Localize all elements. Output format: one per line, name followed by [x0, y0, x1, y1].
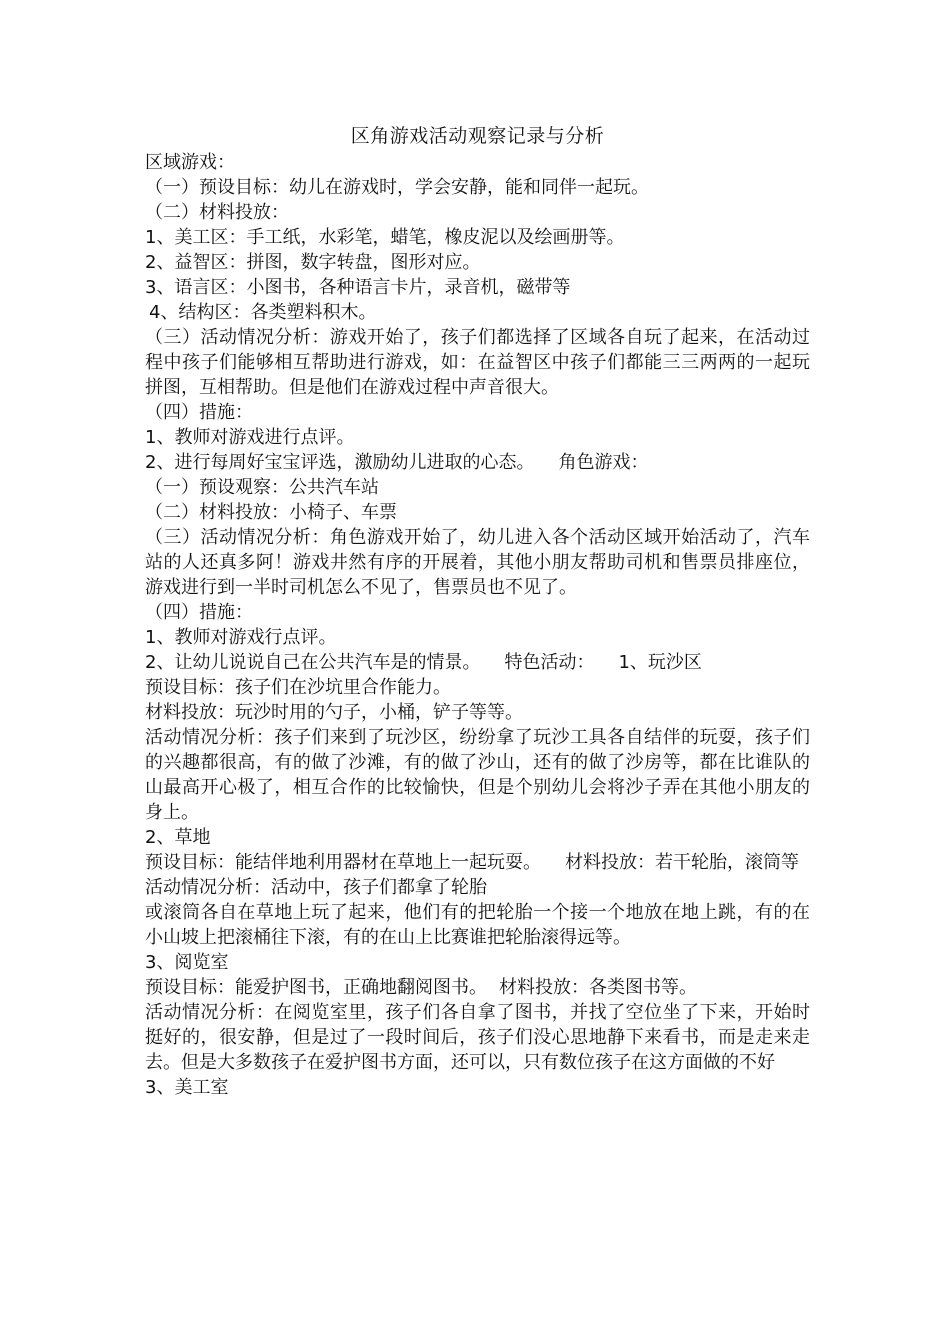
text-line: 3、阅览室 [145, 952, 229, 973]
paragraph: 或滚筒各自在草地上玩了起来，他们有的把轮胎一个接一个地放在地上跳，有的在小山坡上把滚桶往下滚，有的在山上比赛谁把轮胎滚得远等。 [145, 902, 810, 948]
text-line: （四）措施： [145, 402, 253, 423]
document-body [145, 123, 810, 1100]
text-span: 2、让幼儿说说自己在公共汽车是的情景。 [145, 652, 481, 673]
text-span: 材料投放：若干轮胎，滚筒等 [565, 852, 799, 873]
text-line: 活动情况分析：活动中，孩子们都拿了轮胎 [145, 877, 487, 898]
paragraph: （三）活动情况分析：游戏开始了，孩子们都选择了区域各自玩了起来，在活动过程中孩子们能够相互帮助进行游戏，如：在益智区中孩子们都能三三两两的一起玩拼图，互相帮助。但是他们在游戏过程中声音很大。 [145, 327, 810, 398]
text-line: 1、美工区：手工纸，水彩笔，蜡笔，橡皮泥以及绘画册等。 [145, 227, 625, 248]
section-heading: 角色游戏： [558, 452, 649, 473]
text-line [145, 450, 810, 475]
text-line: 3、美工室 [145, 1077, 229, 1098]
text-line: 预设目标：孩子们在沙坑里合作能力。 [145, 677, 451, 698]
paragraph: 活动情况分析：在阅览室里，孩子们各自拿了图书，并找了空位坐了下来，开始时挺好的，很安静，但是过了一段时间后，孩子们没心思地静下来看书，而是走来走去。但是大多数孩子在爱护图书方面，还可以，只有数位孩子在这方面做的不好 [145, 1002, 810, 1073]
text-line: 1、教师对游戏进行点评。 [145, 427, 355, 448]
paragraph: （三）活动情况分析：角色游戏开始了，幼儿进入各个活动区域开始活动了，汽车站的人还真多阿！游戏井然有序的开展着，其他小朋友帮助司机和售票员排座位，游戏进行到一半时司机怎么不见了，售票员也不见了。 [145, 527, 810, 598]
text-span: 预设目标：能爱护图书，正确地翻阅图书。 [145, 977, 487, 998]
text-line: 材料投放：玩沙时用的勺子，小桶，铲子等等。 [145, 702, 523, 723]
text-span: 预设目标：能结伴地利用器材在草地上一起玩耍。 [145, 852, 541, 873]
text-line: 4、结构区：各类塑料积木。 [149, 302, 377, 323]
section-heading: 区域游戏： [145, 152, 235, 173]
text-span: 1、玩沙区 [618, 652, 702, 673]
section-heading: 特色活动： [504, 652, 595, 673]
text-line [145, 975, 810, 1000]
text-line: 1、教师对游戏行点评。 [145, 627, 337, 648]
text-line: （一）预设观察：公共汽车站 [145, 477, 379, 498]
text-line: （二）材料投放：小椅子、车票 [145, 502, 397, 523]
text-line: （四）措施： [145, 602, 253, 623]
text-line: （一）预设目标：幼儿在游戏时，学会安静，能和同伴一起玩。 [145, 177, 649, 198]
text-span: 2、进行每周好宝宝评选，激励幼儿进取的心态。 [145, 452, 535, 473]
text-line: （二）材料投放： [145, 202, 289, 223]
text-line: 3、语言区：小图书，各种语言卡片，录音机，磁带等 [145, 277, 571, 298]
text-line: 2、草地 [145, 827, 211, 848]
text-line: 2、益智区：拼图，数字转盘，图形对应。 [145, 252, 481, 273]
text-span: 材料投放：各类图书等。 [499, 977, 697, 998]
paragraph: 活动情况分析：孩子们来到了玩沙区，纷纷拿了玩沙工具各自结伴的玩耍，孩子们的兴趣都很高，有的做了沙滩，有的做了沙山，还有的做了沙房等，都在比谁队的山最高开心极了，相互合作的比较愉快，但是个别幼儿会将沙子弄在其他小朋友的身上。 [145, 727, 810, 823]
text-line [145, 650, 810, 675]
page-title: 区角游戏活动观察记录与分析 [350, 125, 605, 147]
text-line [145, 850, 810, 875]
